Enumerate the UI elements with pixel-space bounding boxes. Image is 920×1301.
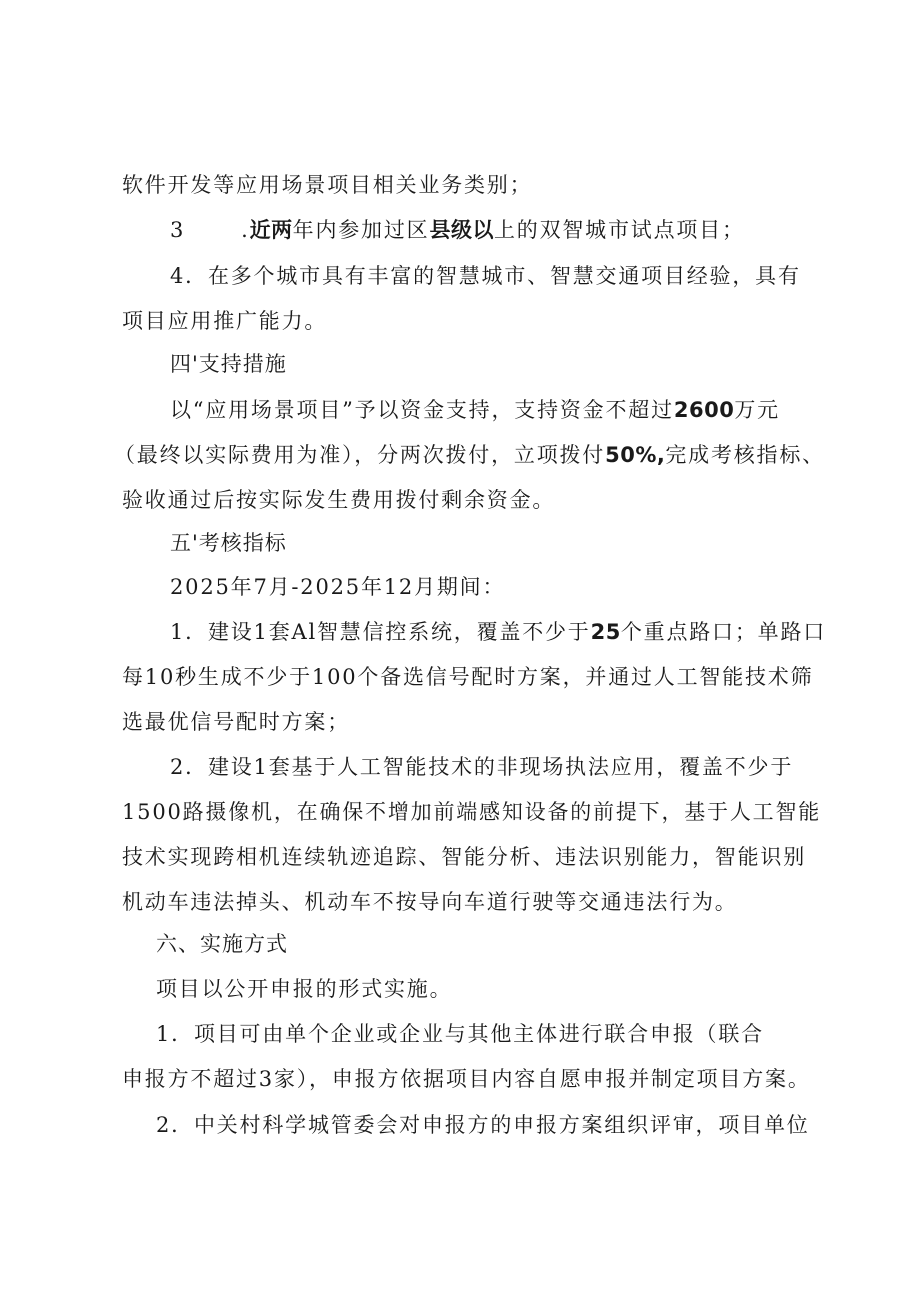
bold-text: 县级以 bbox=[429, 218, 494, 242]
text-run: 年内参加过区 bbox=[292, 218, 430, 242]
list-item-2-line: 技术实现跨相机连续轨迹追踪、智能分析、违法识别能力，智能识别 bbox=[122, 845, 806, 869]
paragraph-line bbox=[114, 440, 825, 470]
section-heading-5: 五'考核指标 bbox=[170, 531, 287, 555]
list-number: 3 bbox=[170, 218, 186, 242]
section-heading-4: 四'支持措施 bbox=[170, 352, 287, 376]
list-item-1-line: 1．项目可由单个企业或企业与其他主体进行联合申报（联合 bbox=[156, 1022, 764, 1046]
text-run: 上的双智城市试点项目； bbox=[493, 218, 745, 242]
section-heading-6: 六、实施方式 bbox=[156, 932, 288, 956]
list-item-3 bbox=[170, 215, 745, 245]
list-item-1-line: 选最优信号配时方案； bbox=[122, 710, 350, 734]
text-run: 万元 bbox=[734, 398, 780, 422]
list-item-1-line: 每10秒生成不少于100个备选信号配时方案，并通过人工智能技术筛 bbox=[122, 665, 814, 689]
list-item-1-line bbox=[170, 617, 826, 647]
text-run: （最终以实际费用为准），分两次拨付，立项拨付 bbox=[114, 443, 606, 467]
list-dot: . bbox=[241, 218, 250, 242]
text-run: 完成考核指标、 bbox=[665, 443, 825, 467]
percent-value: 50%, bbox=[605, 443, 666, 467]
paragraph-line: 软件开发等应用场景项目相关业务类别； bbox=[122, 173, 533, 197]
amount-value: 2600 bbox=[673, 398, 735, 422]
paragraph-line: 2025年7月-2025年12月期间： bbox=[170, 575, 506, 599]
text-run: 个重点路口；单路口 bbox=[620, 620, 827, 644]
list-item-2-line: 1500路摄像机，在确保不增加前端感知设备的前提下，基于人工智能 bbox=[122, 800, 822, 824]
list-item-4-line: 项目应用推广能力。 bbox=[122, 309, 328, 333]
text-run: 以“应用场景项目”予以资金支持，支持资金不超过 bbox=[170, 398, 674, 422]
paragraph-line: 验收通过后按实际发生费用拨付剩余资金。 bbox=[122, 488, 556, 512]
count-value: 25 bbox=[590, 620, 621, 644]
list-item-1-line: 申报方不超过3家），申报方依据项目内容自愿申报并制定项目方案。 bbox=[122, 1067, 811, 1091]
paragraph-line bbox=[170, 395, 780, 425]
list-item-2-line: 机动车违法掉头、机动车不按导向车道行驶等交通违法行为。 bbox=[122, 890, 738, 914]
list-item-2-line: 2．中关村科学城管委会对申报方的申报方案组织评审，项目单位 bbox=[156, 1113, 810, 1137]
paragraph-line: 项目以公开申报的形式实施。 bbox=[156, 977, 453, 1001]
list-item-2-line: 2．建设1套基于人工智能技术的非现场执法应用，覆盖不少于 bbox=[170, 755, 794, 779]
list-item-4-line: 4．在多个城市具有丰富的智慧城市、智慧交通项目经验，具有 bbox=[170, 264, 801, 288]
bold-text: 近两 bbox=[249, 218, 293, 242]
text-run: 1．建设1套Al智慧信控系统，覆盖不少于 bbox=[170, 620, 591, 644]
